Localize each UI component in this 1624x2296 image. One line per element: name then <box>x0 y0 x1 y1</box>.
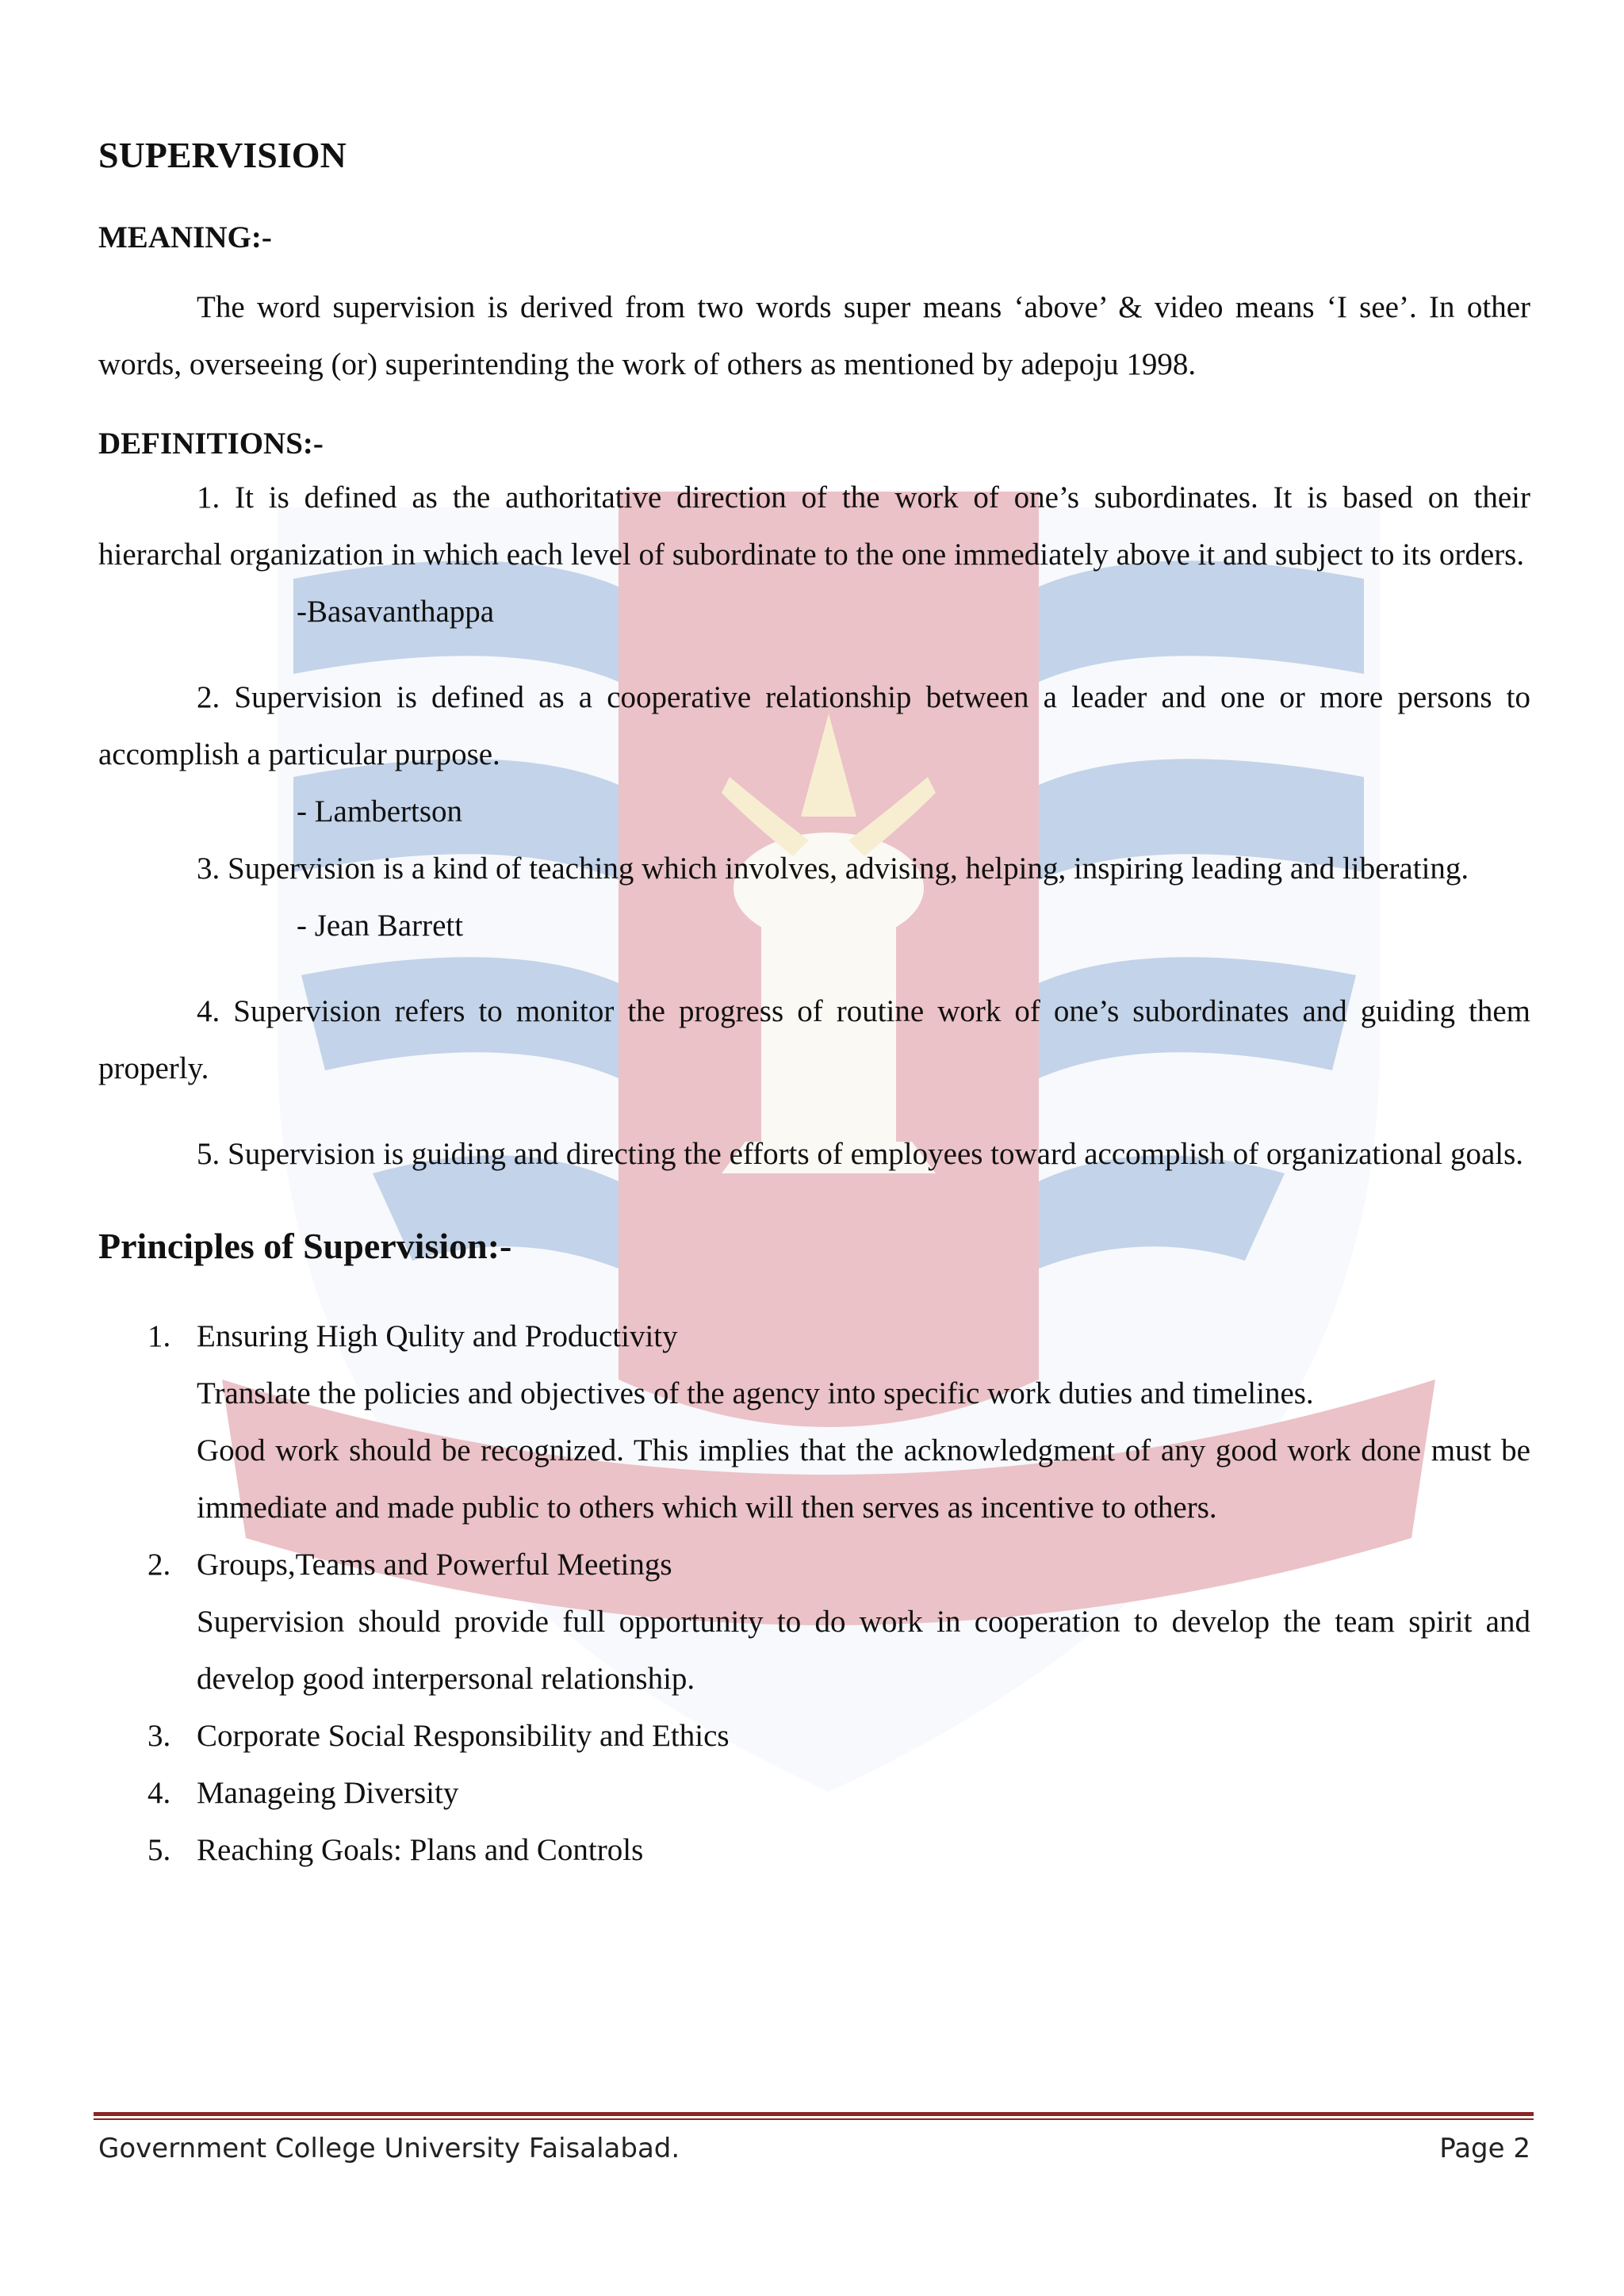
definition-1-author: -Basavanthappa <box>297 595 495 629</box>
page-footer <box>98 2133 1530 2164</box>
definition-3: 3. Supervision is a kind of teaching which involves, advising, helping, inspiring leading and liberating. <box>197 851 1469 886</box>
principle-title: Ensuring High Qulity and Productivity <box>197 1319 678 1353</box>
footer-divider <box>94 2112 1534 2120</box>
principle-detail: Good work should be recognized. This implies that the acknowledgment of any good work done must be immediate and made public to others which will then serves as incentive to others. <box>197 1433 1530 1525</box>
principle-detail: Translate the policies and objectives of the agency into specific work duties and timelines. <box>197 1376 1314 1410</box>
principle-title: Manageing Diversity <box>197 1776 459 1810</box>
list-number: 2. <box>147 1548 171 1582</box>
spacer <box>98 955 1530 983</box>
list-item <box>98 1822 1530 1879</box>
spacer <box>98 1097 1530 1126</box>
list-number: 3. <box>147 1719 171 1753</box>
spacer <box>98 641 1530 669</box>
definition-2-author: - Lambertson <box>297 794 463 828</box>
list-item <box>98 1308 1530 1536</box>
list-item <box>98 1765 1530 1822</box>
list-item <box>98 1708 1530 1765</box>
list-number: 5. <box>147 1833 171 1867</box>
footer-institution: Government College University Faisalabad. <box>98 2133 680 2164</box>
principles-heading: Principles of Supervision:- <box>98 1226 512 1266</box>
list-number: 1. <box>147 1319 171 1353</box>
definition-1: 1. It is defined as the authoritative direction of the work of one’s subordinates. It is based on their hierarchal organization in which each level of subordinate to the one immediately above it and subject to its orders. <box>98 480 1530 572</box>
principle-title: Groups,Teams and Powerful Meetings <box>197 1548 672 1582</box>
page-number: Page 2 <box>1439 2133 1530 2164</box>
meaning-paragraph: The word supervision is derived from two words super means ‘above’ & video means ‘I see’. In other words, overseeing (or) superintending the work of others as mentioned by adepoju 1998. <box>98 290 1530 381</box>
definitions-heading: DEFINITIONS:- <box>98 427 324 461</box>
definition-2: 2. Supervision is defined as a cooperative relationship between a leader and one or more persons to accomplish a particular purpose. <box>98 680 1530 771</box>
definition-4: 4. Supervision refers to monitor the progress of routine work of one’s subordinates and guiding them properly. <box>98 994 1530 1085</box>
definition-3-author: - Jean Barrett <box>297 909 464 943</box>
list-number: 4. <box>147 1776 171 1810</box>
principle-detail: Supervision should provide full opportunity to do work in cooperation to develop the team spirit and develop good interpersonal relationship. <box>197 1605 1530 1696</box>
meaning-heading: MEANING:- <box>98 220 272 254</box>
definition-5: 5. Supervision is guiding and directing the efforts of employees toward accomplish of organizational goals. <box>197 1137 1524 1171</box>
principle-title: Reaching Goals: Plans and Controls <box>197 1833 644 1867</box>
document-page <box>98 133 1530 1879</box>
page-title: SUPERVISION <box>98 135 347 175</box>
principle-title: Corporate Social Responsibility and Ethics <box>197 1719 730 1753</box>
principles-list <box>98 1308 1530 1879</box>
list-item <box>98 1536 1530 1708</box>
